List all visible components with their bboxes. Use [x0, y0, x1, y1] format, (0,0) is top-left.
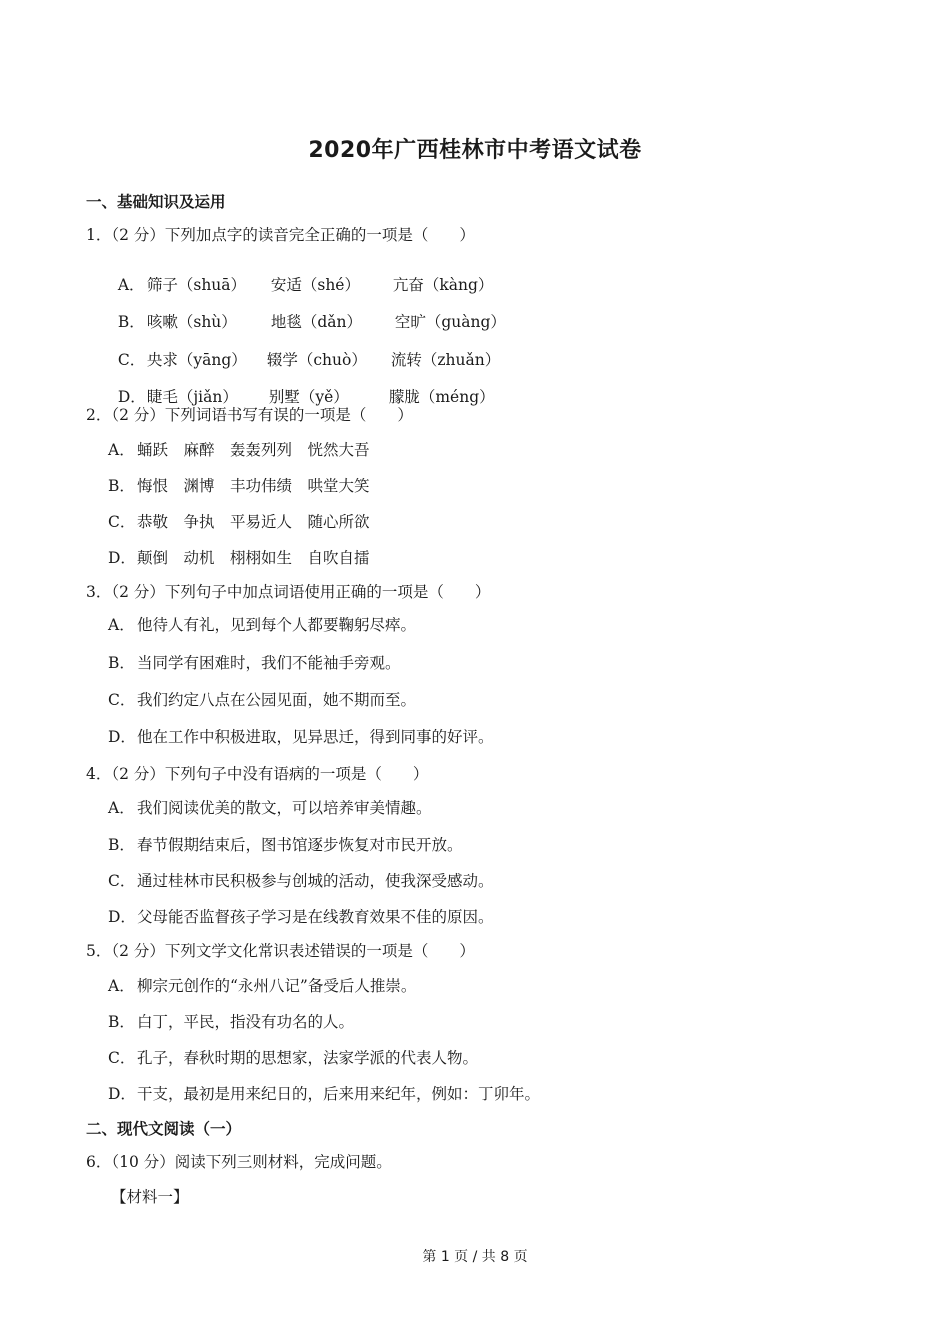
- option-letter: C．: [108, 513, 136, 531]
- option-item: 空旷（guàng）: [394, 313, 506, 331]
- question-4-stem: 4．（2 分）下列句子中没有语病的一项是（ ）: [86, 765, 429, 783]
- option-item: 朦胧（méng）: [388, 388, 495, 406]
- option-letter: C．: [108, 1049, 136, 1067]
- section-heading-2: 二、现代文阅读（一）: [86, 1120, 242, 1138]
- option-item: 亢奋（kàng）: [392, 276, 494, 294]
- option-letter: C．: [117, 351, 146, 369]
- option-text: 颠倒 动机 栩栩如生 自吹自擂: [137, 549, 370, 567]
- option-text: 父母能否监督孩子学习是在线教育效果不佳的原因。: [137, 908, 494, 926]
- question-1-option-d: [108, 367, 495, 407]
- option-text: 悔恨 渊博 丰功伟绩 哄堂大笑: [137, 477, 370, 495]
- question-1-option-c: [108, 330, 500, 370]
- option-letter: B．: [108, 836, 135, 854]
- option-letter: A．: [108, 799, 135, 817]
- option-letter: B．: [108, 1013, 135, 1031]
- option-item: 辍学（chuò）: [266, 351, 367, 369]
- option-letter: B．: [108, 654, 135, 672]
- option-text: 他在工作中积极进取，见异思迁，得到同事的好评。: [137, 728, 494, 746]
- option-letter: B．: [108, 477, 135, 495]
- question-3-stem: 3．（2 分）下列句子中加点词语使用正确的一项是（ ）: [86, 583, 491, 601]
- section-heading-1: 一、基础知识及运用: [86, 193, 226, 211]
- option-text: 他待人有礼，见到每个人都要鞠躬尽瘁。: [137, 616, 417, 634]
- question-3-option-b: [108, 651, 401, 673]
- question-5-option-d: [108, 1082, 540, 1104]
- option-letter: D．: [108, 728, 136, 746]
- option-text: 我们约定八点在公园见面，她不期而至。: [137, 691, 417, 709]
- option-letter: D．: [117, 388, 146, 406]
- option-item: 地毯（dǎn）: [270, 313, 363, 331]
- option-letter: A．: [108, 616, 135, 634]
- option-text: 春节假期结束后，图书馆逐步恢复对市民开放。: [137, 836, 463, 854]
- question-5-option-b: [108, 1010, 354, 1032]
- option-letter: A．: [108, 977, 135, 995]
- option-letter: C．: [108, 691, 136, 709]
- question-2-option-c: [108, 510, 370, 532]
- question-2-option-b: [108, 474, 370, 496]
- question-3-option-c: [108, 688, 416, 710]
- question-3-option-a: [108, 613, 416, 635]
- material-label: 【材料一】: [111, 1188, 189, 1206]
- option-text: 蛹跃 麻醉 轰轰列列 恍然大吾: [137, 441, 370, 459]
- question-4-option-b: [108, 833, 463, 855]
- option-text: 孔子，春秋时期的思想家，法家学派的代表人物。: [137, 1049, 479, 1067]
- option-text: 当同学有困难时，我们不能袖手旁观。: [137, 654, 401, 672]
- option-item: 睫毛（jiǎn）: [146, 388, 238, 406]
- question-4-option-a: [108, 796, 432, 818]
- option-item: 安适（shé）: [270, 276, 360, 294]
- question-3-option-d: [108, 725, 494, 747]
- option-text: 通过桂林市民积极参与创城的活动，使我深受感动。: [137, 872, 494, 890]
- question-2-stem: 2．（2 分）下列词语书写有误的一项是（ ）: [86, 406, 413, 424]
- option-letter: C．: [108, 872, 136, 890]
- option-text: 恭敬 争执 平易近人 随心所欲: [137, 513, 370, 531]
- option-letter: D．: [108, 1085, 136, 1103]
- option-text: 白丁，平民，指没有功名的人。: [137, 1013, 355, 1031]
- question-5-option-c: [108, 1046, 478, 1068]
- question-1-stem: 1．（2 分）下列加点字的读音完全正确的一项是（ ）: [86, 226, 475, 244]
- option-item: 咳嗽（shù）: [146, 313, 237, 331]
- option-letter: B．: [117, 313, 145, 331]
- option-item: 别墅（yě）: [268, 388, 349, 406]
- option-letter: D．: [108, 549, 136, 567]
- question-6-stem: 6．（10 分）阅读下列三则材料，完成问题。: [86, 1153, 392, 1171]
- option-item: 央求（yāng）: [146, 351, 247, 369]
- question-2-option-a: [108, 438, 370, 460]
- question-5-option-a: [108, 974, 416, 996]
- option-text: 我们阅读优美的散文，可以培养审美情趣。: [137, 799, 432, 817]
- option-text: 干支，最初是用来纪日的，后来用来纪年，例如：丁卯年。: [137, 1085, 541, 1103]
- question-1-option-a: [108, 255, 493, 295]
- page-title: 2020年广西桂林市中考语文试卷: [308, 138, 642, 163]
- page-footer: 第 1 页 / 共 8 页: [422, 1249, 528, 1265]
- question-1-option-b: [108, 292, 506, 332]
- option-item: 筛子（shuā）: [146, 276, 247, 294]
- option-item: 流转（zhuǎn）: [390, 351, 501, 369]
- option-letter: A．: [117, 276, 145, 294]
- question-2-option-d: [108, 546, 370, 568]
- question-4-option-c: [108, 869, 494, 891]
- option-letter: A．: [108, 441, 135, 459]
- question-5-stem: 5．（2 分）下列文学文化常识表述错误的一项是（ ）: [86, 942, 475, 960]
- question-4-option-d: [108, 905, 494, 927]
- option-text: 柳宗元创作的“永州八记”备受后人推崇。: [137, 977, 417, 995]
- option-letter: D．: [108, 908, 136, 926]
